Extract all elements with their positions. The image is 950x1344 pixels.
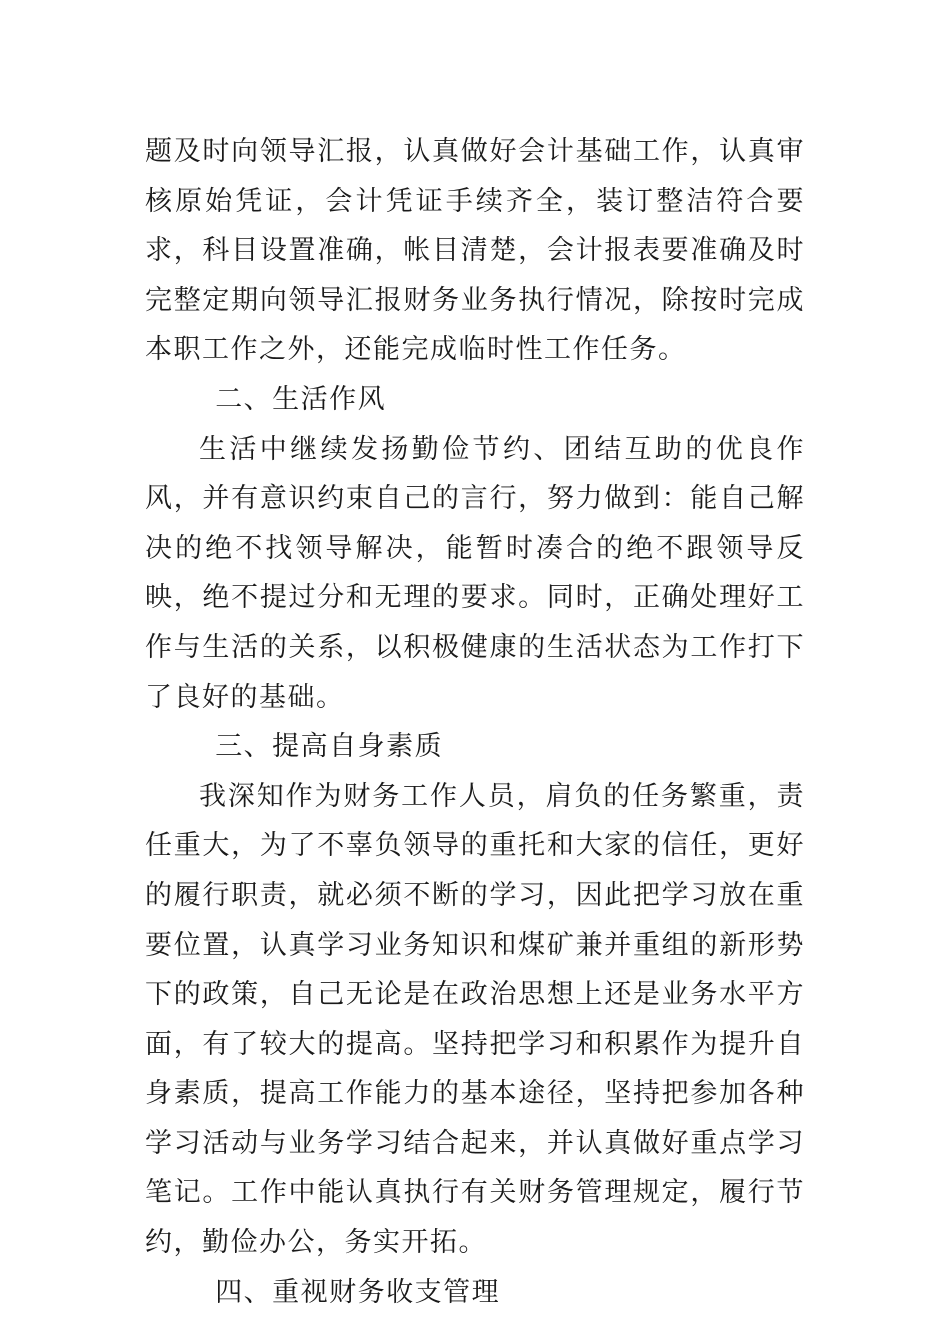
paragraph-self-improvement: 我深知作为财务工作人员，肩负的任务繁重，责任重大，为了不辜负领导的重托和大家的信任，更好的履行职责，就必须不断的学习，因此把学习放在重要位置，认真学习业务知识和煤矿兼并重组的新形势下的政策，自己无论是在政治思想上还是业务水平方面，有了较大的提高。坚持把学习和积累作为提升自身素质，提高工作能力的基本途径，坚持把参加各种学习活动与业务学习结合起来，并认真做好重点学习笔记。工作中能认真执行有关财务管理规定，履行节约，勤俭办公，务实开拓。	[145, 780, 805, 1259]
section-heading-self-improvement: 三、提高自身素质	[215, 731, 444, 763]
section-heading-lifestyle: 二、生活作风	[215, 383, 387, 415]
section-heading-finance-management: 四、重视财务收支管理	[215, 1276, 501, 1308]
paragraph-continuation: 题及时向领导汇报，认真做好会计基础工作，认真审核原始凭证，会计凭证手续齐全，装订整洁符合要求，科目设置准确，帐目清楚，会计报表要准确及时完整定期向领导汇报财务业务执行情况，除按时完成本职工作之外，还能完成临时性工作任务。	[145, 136, 805, 366]
document-body	[145, 127, 805, 1317]
paragraph-lifestyle: 生活中继续发扬勤俭节约、团结互助的优良作风，并有意识约束自己的言行，努力做到：能自己解决的绝不找领导解决，能暂时凑合的绝不跟领导反映，绝不提过分和无理的要求。同时，正确处理好工作与生活的关系，以积极健康的生活状态为工作打下了良好的基础。	[145, 433, 805, 713]
